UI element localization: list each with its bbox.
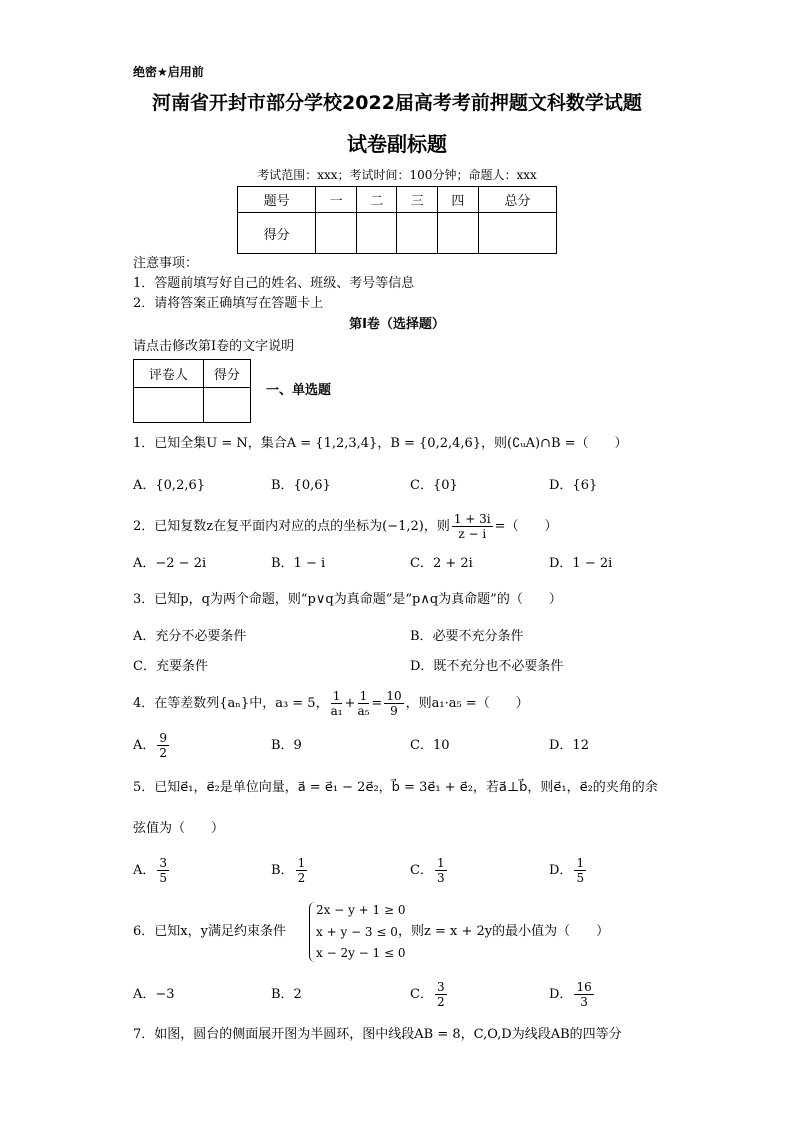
grader-table — [133, 359, 251, 423]
question-3: 3．已知p，q为两个命题，则“p∨q为真命题”是“p∧q为真命题”的（ ） — [133, 592, 562, 607]
grader-cell[interactable] — [134, 388, 204, 423]
exam-info: 考试范围：xxx；考试时间：100分钟；命题人：xxx — [257, 168, 537, 182]
option-c[interactable]: C．2 + 2i — [410, 556, 473, 571]
denominator: a₅ — [357, 704, 370, 718]
question-2-text: 2．已知复数z在复平面内对应的点的坐标为(−1,2)，则 — [133, 519, 450, 534]
option-d[interactable]: D．既不充分也不必要条件 — [410, 659, 564, 674]
option-a[interactable] — [133, 731, 171, 761]
fraction — [331, 689, 343, 718]
question-4-tail: ，则a₁·a₅ =（ ） — [405, 696, 529, 711]
numerator: 9 — [159, 731, 168, 745]
numerator: 1 — [359, 689, 368, 703]
numerator: 1 + 3i — [453, 512, 491, 526]
part-description[interactable]: 请点击修改第I卷的文字说明 — [133, 339, 295, 354]
score-header: 二 — [356, 187, 397, 213]
grader-header: 评卷人 — [134, 360, 204, 388]
option-a[interactable] — [133, 856, 171, 886]
question-1: 1．已知全集U = N，集合A = {1,2,3,4}，B = {0,2,4,6}，则(∁ᵤA)∩B =（ ） — [133, 436, 628, 451]
score-header: 总分 — [478, 187, 556, 213]
option-label: D． — [549, 863, 573, 878]
score-header: 三 — [397, 187, 438, 213]
option-c[interactable]: C．10 — [410, 738, 450, 753]
question-5: 5．已知e⃗₁，e⃗₂是单位向量，a⃗ = e⃗₁ − 2e⃗₂，b⃗ = 3e⃗₁ + e⃗₂，若a⃗⊥b⃗，则e⃗₁，e⃗₂的夹角的余 — [133, 780, 658, 795]
brace — [309, 902, 315, 962]
page-subtitle: 试卷副标题 — [347, 132, 447, 156]
option-label: C． — [410, 987, 433, 1002]
fraction — [384, 689, 403, 718]
page-title: 河南省开封市部分学校2022届高考考前押题文科数学试题 — [152, 92, 642, 114]
option-c[interactable] — [410, 856, 449, 886]
denominator: 2 — [297, 871, 306, 885]
numerator: 1 — [576, 856, 585, 870]
option-c[interactable]: C．{0} — [410, 478, 458, 493]
score-header: 一 — [316, 187, 357, 213]
score-header: 四 — [438, 187, 479, 213]
constraint: x + y − 3 ≤ 0 — [316, 925, 398, 939]
fraction — [296, 856, 308, 885]
fraction — [157, 731, 169, 760]
question-2-tail: =（ ） — [494, 519, 558, 534]
denominator: a₁ — [330, 704, 343, 718]
option-b[interactable] — [271, 856, 309, 886]
fraction — [574, 856, 586, 885]
option-label: D． — [549, 987, 573, 1002]
part-title: 第I卷（选择题） — [349, 317, 445, 332]
denominator: 5 — [159, 871, 168, 885]
grader-score-cell[interactable] — [203, 388, 250, 423]
score-cell[interactable] — [438, 213, 479, 254]
option-label: C． — [410, 863, 433, 878]
plus-sign: + — [344, 696, 356, 711]
numerator: 3 — [159, 856, 168, 870]
numerator: 1 — [332, 689, 341, 703]
question-6-tail: ，则z = x + 2y的最小值为（ ） — [398, 924, 610, 939]
score-cell[interactable] — [478, 213, 556, 254]
denominator: 3 — [580, 995, 588, 1009]
option-label: A． — [133, 863, 156, 878]
denominator: 9 — [390, 704, 398, 718]
score-cell[interactable] — [397, 213, 438, 254]
question-7: 7．如图，圆台的侧面展开图为半圆环，图中线段AB = 8，C,O,D为线段AB的四等分 — [133, 1027, 622, 1042]
denominator: 5 — [576, 871, 585, 885]
question-6: 6．已知x，y满足约束条件 — [133, 924, 286, 939]
fraction — [452, 512, 493, 541]
section-title: 一、单选题 — [266, 383, 332, 398]
option-d[interactable]: D．1 − 2i — [549, 556, 613, 571]
option-c[interactable]: C．充要条件 — [133, 659, 208, 674]
numerator: 1 — [297, 856, 306, 870]
option-a[interactable]: A．{0,2,6} — [133, 478, 206, 493]
fraction — [435, 856, 447, 885]
score-table — [237, 186, 557, 254]
constraint: 2x − y + 1 ≥ 0 — [316, 903, 406, 917]
denominator: z − i — [458, 527, 487, 541]
question-2 — [133, 512, 558, 542]
notes-title: 注意事项： — [133, 256, 199, 271]
option-d[interactable]: D．12 — [549, 738, 589, 753]
denominator: 2 — [436, 995, 445, 1009]
numerator: 16 — [576, 980, 592, 994]
fraction — [357, 689, 369, 718]
option-a[interactable]: A．充分不必要条件 — [133, 629, 247, 644]
score-header: 题号 — [238, 187, 316, 213]
note-item: 1．答题前填写好自己的姓名、班级、考号等信息 — [133, 276, 415, 291]
option-d[interactable]: D．{6} — [549, 478, 598, 493]
score-cell[interactable] — [356, 213, 397, 254]
fraction — [574, 980, 593, 1009]
question-4-text: 4．在等差数列{aₙ}中，a₃ = 5， — [133, 696, 329, 711]
option-a[interactable]: A．−3 — [133, 987, 175, 1002]
denominator: 3 — [436, 871, 445, 885]
equals-sign: = — [371, 696, 383, 711]
numerator: 3 — [436, 980, 445, 994]
question-5-continued: 弦值为（ ） — [133, 821, 225, 836]
grader-score-header: 得分 — [203, 360, 250, 388]
score-row-label: 得分 — [238, 213, 316, 254]
option-d[interactable] — [549, 980, 596, 1010]
constraint: x − 2y − 1 ≤ 0 — [316, 946, 406, 960]
option-b[interactable]: B．{0,6} — [271, 478, 331, 493]
secret-label: 绝密★启用前 — [133, 65, 204, 79]
question-4 — [133, 689, 529, 719]
numerator: 1 — [436, 856, 445, 870]
option-b[interactable]: B．2 — [271, 987, 302, 1002]
option-label: A． — [133, 738, 156, 753]
option-b[interactable]: B．必要不充分条件 — [410, 629, 524, 644]
option-d[interactable] — [549, 856, 588, 886]
denominator: 2 — [159, 746, 168, 760]
score-cell[interactable] — [316, 213, 357, 254]
fraction — [157, 856, 169, 885]
fraction — [435, 980, 447, 1009]
option-a[interactable]: A．−2 − 2i — [133, 556, 207, 571]
option-b[interactable]: B．9 — [271, 738, 302, 753]
option-label: B． — [271, 863, 294, 878]
numerator: 10 — [386, 689, 402, 703]
option-b[interactable]: B．1 − i — [271, 556, 326, 571]
note-item: 2．请将答案正确填写在答题卡上 — [133, 296, 324, 311]
option-c[interactable] — [410, 980, 449, 1010]
